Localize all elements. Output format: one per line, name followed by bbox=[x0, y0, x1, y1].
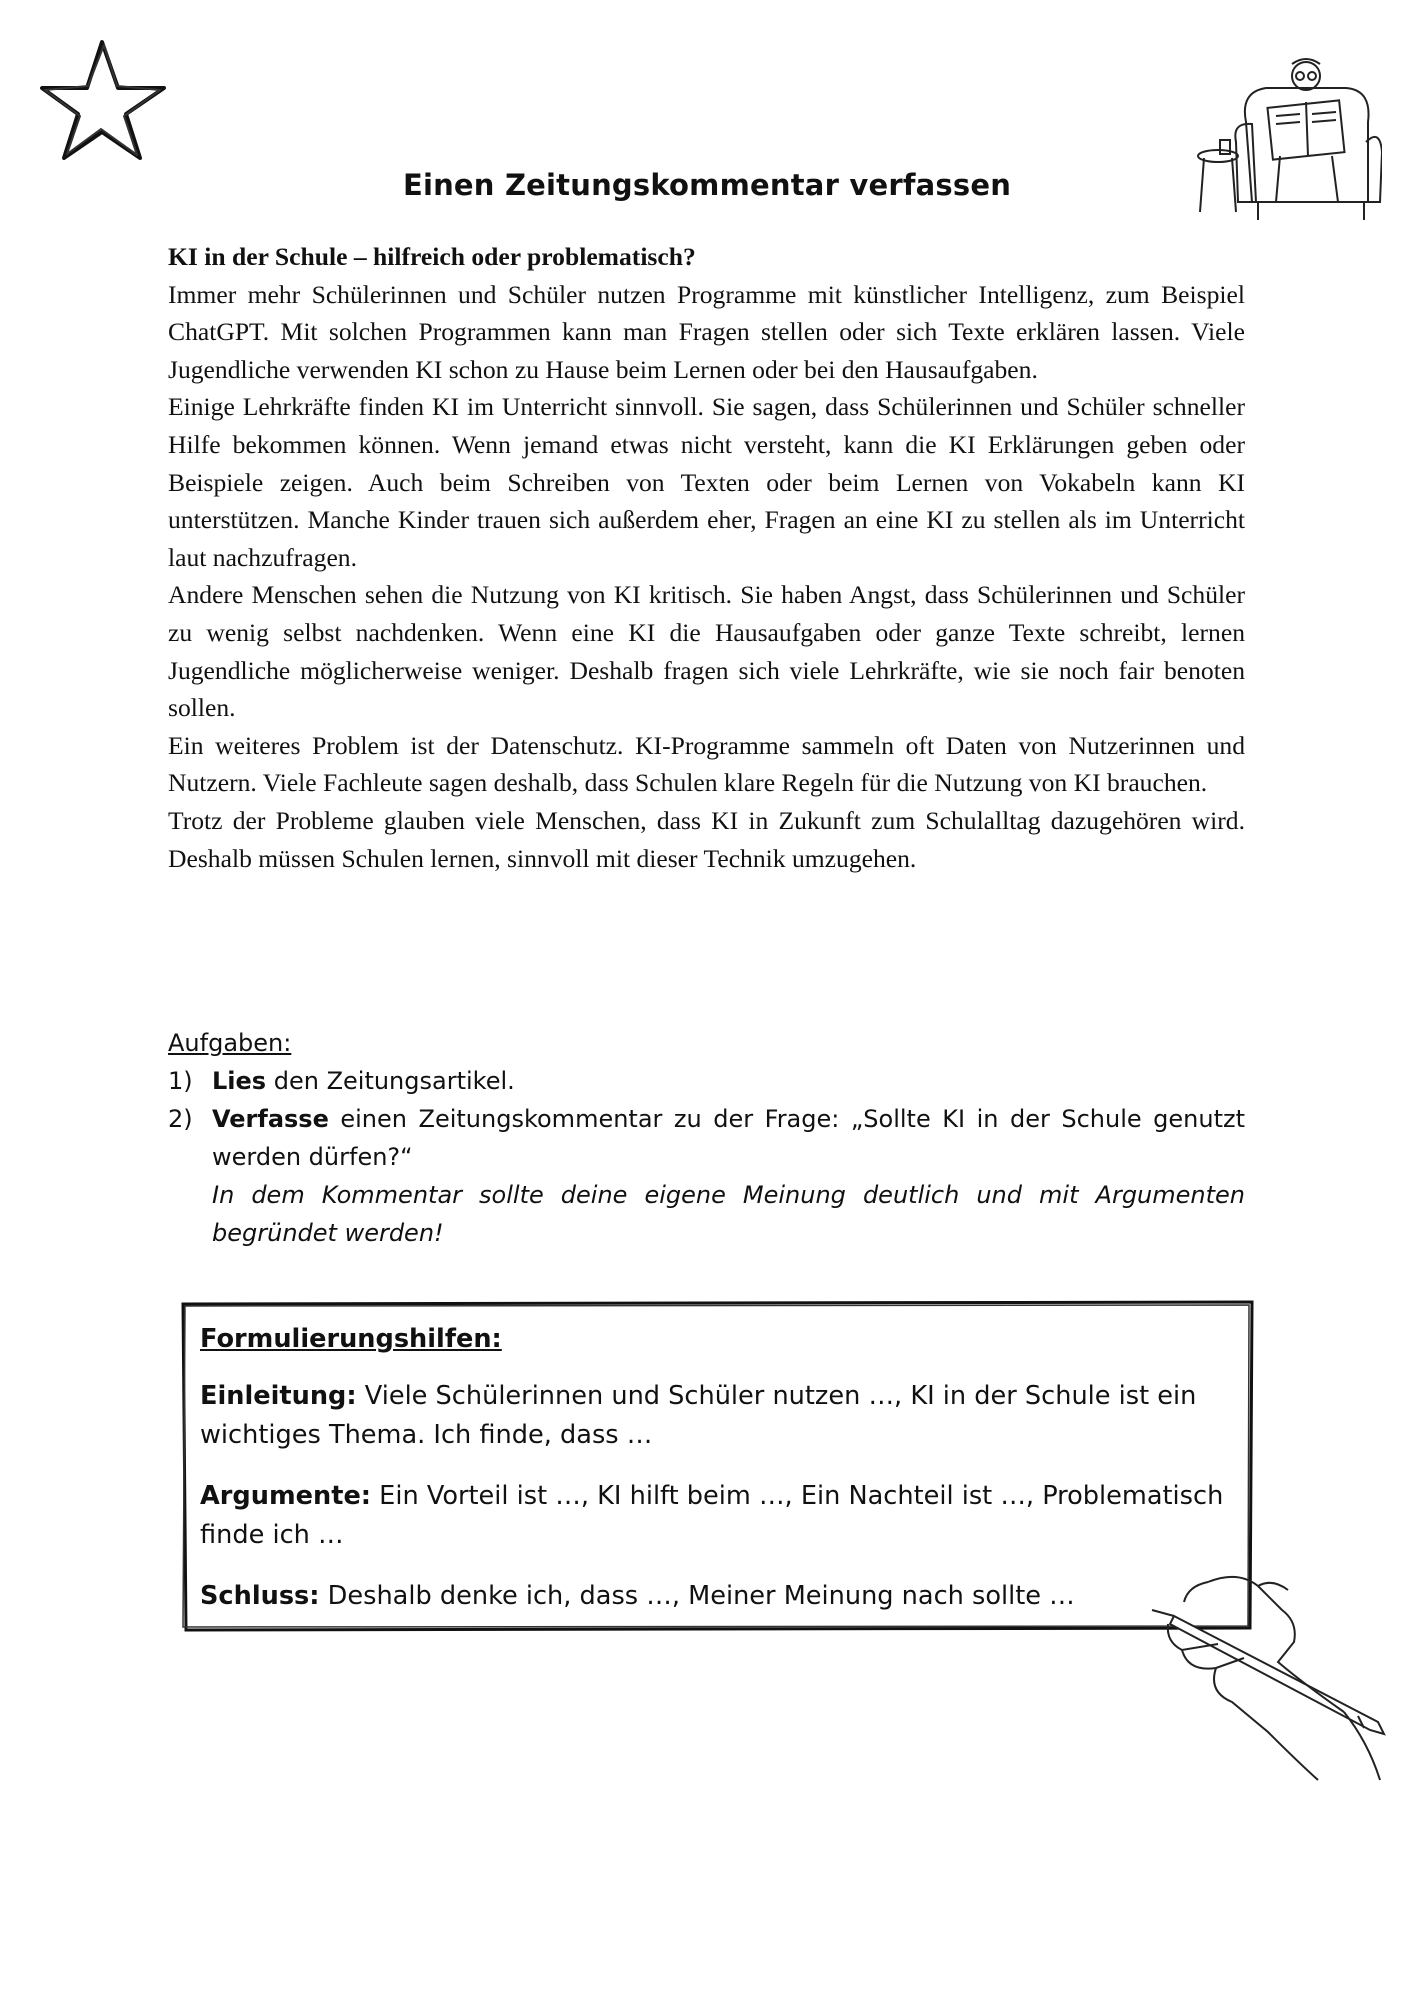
help-label: Argumente: bbox=[200, 1481, 372, 1511]
help-text: Deshalb denke ich, dass …, Meiner Meinung nach sollte … bbox=[319, 1581, 1075, 1611]
phrasing-help-box bbox=[180, 1300, 1256, 1632]
help-label: Schluss: bbox=[200, 1581, 320, 1611]
task-verb: Verfasse bbox=[212, 1105, 329, 1133]
article-paragraph: Einige Lehrkräfte finden KI im Unterricht sinnvoll. Sie sagen, dass Schülerinnen und Schüler schneller Hilfe bekommen können. Wenn jemand etwas nicht versteht, kann die KI Erklärungen geben oder Beispiele zeigen. Auch beim Schreiben von Texten oder beim Lernen von Vokabeln kann KI unterstützen. Manche Kinder trauen sich außerdem eher, Fragen an eine KI zu stellen als im Unterricht laut nachzufragen. bbox=[168, 392, 1245, 572]
task-section bbox=[168, 1024, 1245, 1252]
task-item bbox=[168, 1062, 1245, 1100]
tasks-label: Aufgaben: bbox=[168, 1029, 292, 1057]
help-label: Einleitung: bbox=[200, 1381, 357, 1411]
help-item-einleitung bbox=[200, 1377, 1230, 1455]
help-item-argumente bbox=[200, 1477, 1230, 1555]
writing-hand-icon bbox=[1148, 1572, 1392, 1782]
task-verb: Lies bbox=[212, 1067, 267, 1095]
help-text: Viele Schülerinnen und Schüler nutzen …, KI in der Schule ist ein wichtiges Thema. Ich finde, dass … bbox=[200, 1381, 1197, 1450]
task-number: 1) bbox=[168, 1067, 193, 1095]
article-paragraph: Ein weiteres Problem ist der Datenschutz. KI-Programme sammeln oft Daten von Nutzerinnen und Nutzern. Viele Fachleute sagen deshalb, dass Schulen klare Regeln für die Nutzung von KI brauchen. bbox=[168, 730, 1245, 798]
article-paragraph: Immer mehr Schülerinnen und Schüler nutzen Programme mit künstlicher Intelligenz, zum Beispiel ChatGPT. Mit solchen Programmen kann man Fragen stellen oder sich Texte erklären lassen. Viele Jugendliche verwenden KI schon zu Hause beim Lernen oder bei den Hausaufgaben. bbox=[168, 279, 1245, 384]
task-number: 2) bbox=[168, 1105, 193, 1133]
task-item bbox=[168, 1100, 1245, 1252]
task-text: einen Zeitungskommentar zu der Frage: „Sollte KI in der Schule genutzt werden dürfen?“ bbox=[212, 1105, 1245, 1171]
help-title: Formulierungshilfen: bbox=[200, 1324, 502, 1354]
task-text: den Zeitungsartikel. bbox=[266, 1067, 515, 1095]
help-text: Ein Vorteil ist …, KI hilft beim …, Ein Nachteil ist …, Problematisch finde ich … bbox=[200, 1481, 1224, 1550]
article-headline: KI in der Schule – hilfreich oder problematisch? bbox=[168, 242, 696, 271]
article-paragraph: Trotz der Probleme glauben viele Menschen, dass KI in Zukunft zum Schulalltag dazugehören wird. Deshalb müssen Schulen lernen, sinnvoll mit dieser Technik umzugehen. bbox=[168, 805, 1245, 873]
newspaper-article bbox=[168, 238, 1245, 877]
task-note: In dem Kommentar sollte deine eigene Meinung deutlich und mit Argumenten begründet werden! bbox=[212, 1181, 1245, 1247]
page-title: Einen Zeitungskommentar verfassen bbox=[402, 168, 1012, 202]
help-item-schluss bbox=[200, 1577, 1230, 1616]
star-icon bbox=[38, 36, 168, 164]
article-paragraph: Andere Menschen sehen die Nutzung von KI kritisch. Sie haben Angst, dass Schülerinnen und Schüler zu wenig selbst nachdenken. Wenn eine KI die Hausaufgaben oder ganze Texte schreibt, lernen Jugendliche möglicherweise weniger. Deshalb fragen sich viele Lehrkräfte, wie sie noch fair benoten sollen. bbox=[168, 580, 1245, 723]
